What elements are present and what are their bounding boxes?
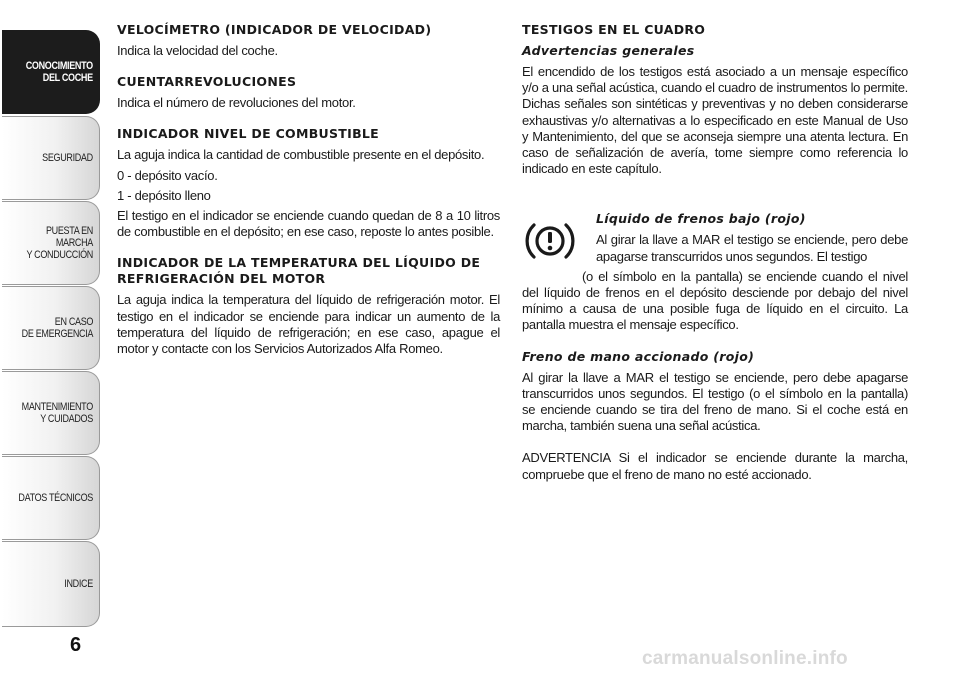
tab-datos-tecnicos[interactable]: [2, 456, 100, 540]
heading-velocimetro: VELOCÍMETRO (INDICADOR DE VELOCIDAD): [117, 22, 432, 37]
paragraph: Indica el número de revoluciones del motor.: [117, 95, 356, 111]
watermark: carmanualsonline.info: [642, 648, 848, 669]
tab-label: CONOCIMIENTO DEL COCHE: [25, 60, 93, 84]
tab-label: MANTENIMIENTO Y CUIDADOS: [21, 401, 93, 425]
tab-label: PUESTA EN MARCHA Y CONDUCCIÓN: [26, 225, 93, 261]
tab-label: EN CASO DE EMERGENCIA: [21, 316, 93, 340]
paragraph: El testigo en el indicador se enciende cuando quedan de 8 a 10 litros de combustible en el depósito; en ese caso, reposte lo antes posible.: [117, 208, 500, 240]
heading-testigos: TESTIGOS EN EL CUADRO: [522, 22, 706, 37]
tab-puesta-en-marcha[interactable]: [2, 201, 100, 285]
tab-en-caso-de-emergencia[interactable]: [2, 286, 100, 370]
heading-temperatura: INDICADOR DE LA TEMPERATURA DEL LÍQUIDO DE REFRIGERACIÓN DEL MOTOR: [117, 255, 481, 287]
paragraph: 1 - depósito lleno: [117, 187, 211, 203]
paragraph: 0 - depósito vacío.: [117, 167, 218, 183]
paragraph: Al girar la llave a MAR el testigo se enciende, pero debe apagarse transcurridos unos segundos. El testigo (o el símbolo en la pantalla) se enciende cuando se tira del freno de mano. Si el coche está en marcha, también suena una señal acústica.: [522, 369, 908, 434]
brake-fluid-section: [522, 211, 908, 333]
paragraph: El encendido de los testigos está asociado a un mensaje específico y/o a una señal acústica, cuando el cuadro de instrumentos lo permite. Dichas señales son sintéticas y preventivas y no deben considerarse exhaustivas y/o alternativas a lo especificado en este Manual de Uso y Mantenimiento, del que se aconseja siempre una atenta lectura. En caso de señalización de avería, tome siempre como referencia lo indicado en este capítulo.: [522, 64, 908, 177]
tab-conocimiento-del-coche[interactable]: [2, 30, 100, 114]
heading-liquido-frenos: Líquido de frenos bajo (rojo): [596, 211, 806, 227]
left-column: [117, 22, 500, 361]
paragraph: Al girar la llave a MAR el testigo se enciende, pero debe apagarse transcurridos unos segundos. El testigo: [596, 232, 908, 264]
right-column: [522, 22, 908, 487]
paragraph: (o el símbolo en la pantalla) se enciende cuando el nivel del líquido de frenos en el depósito desciende por debajo del nivel mínimo a causa de una posible fuga de líquido en el circuito. La pantalla muestra el mensaje específico.: [522, 268, 908, 333]
chapter-sidebar: [0, 0, 102, 677]
paragraph: La aguja indica la cantidad de combustible presente en el depósito.: [117, 147, 485, 163]
heading-combustible: INDICADOR NIVEL DE COMBUSTIBLE: [117, 126, 380, 142]
heading-advertencias: Advertencias generales: [522, 43, 695, 58]
tab-label: SEGURIDAD: [42, 152, 93, 164]
heading-cuentarrevoluciones: CUENTARREVOLUCIONES: [117, 74, 297, 90]
paragraph-advertencia: ADVERTENCIA Si el indicador se enciende durante la marcha, compruebe que el freno de mano no esté accionado.: [522, 450, 908, 482]
heading-freno-mano: Freno de mano accionado (rojo): [522, 348, 755, 364]
tab-mantenimiento[interactable]: [2, 371, 100, 455]
tab-label: DATOS TÉCNICOS: [18, 492, 93, 504]
brake-warning-icon: [522, 217, 578, 265]
paragraph: La aguja indica la temperatura del líquido de refrigeración motor. El testigo en el indicador se enciende para indicar un aumento de la temperatura del líquido de refrigeración; en ese caso, apague el motor y contacte con los Servicios Autorizados Alfa Romeo.: [117, 292, 500, 357]
tab-indice[interactable]: [2, 541, 100, 627]
tab-label: INDICE: [64, 578, 93, 590]
paragraph: Indica la velocidad del coche.: [117, 43, 278, 58]
tab-seguridad[interactable]: [2, 116, 100, 200]
page-number: 6: [70, 634, 82, 656]
